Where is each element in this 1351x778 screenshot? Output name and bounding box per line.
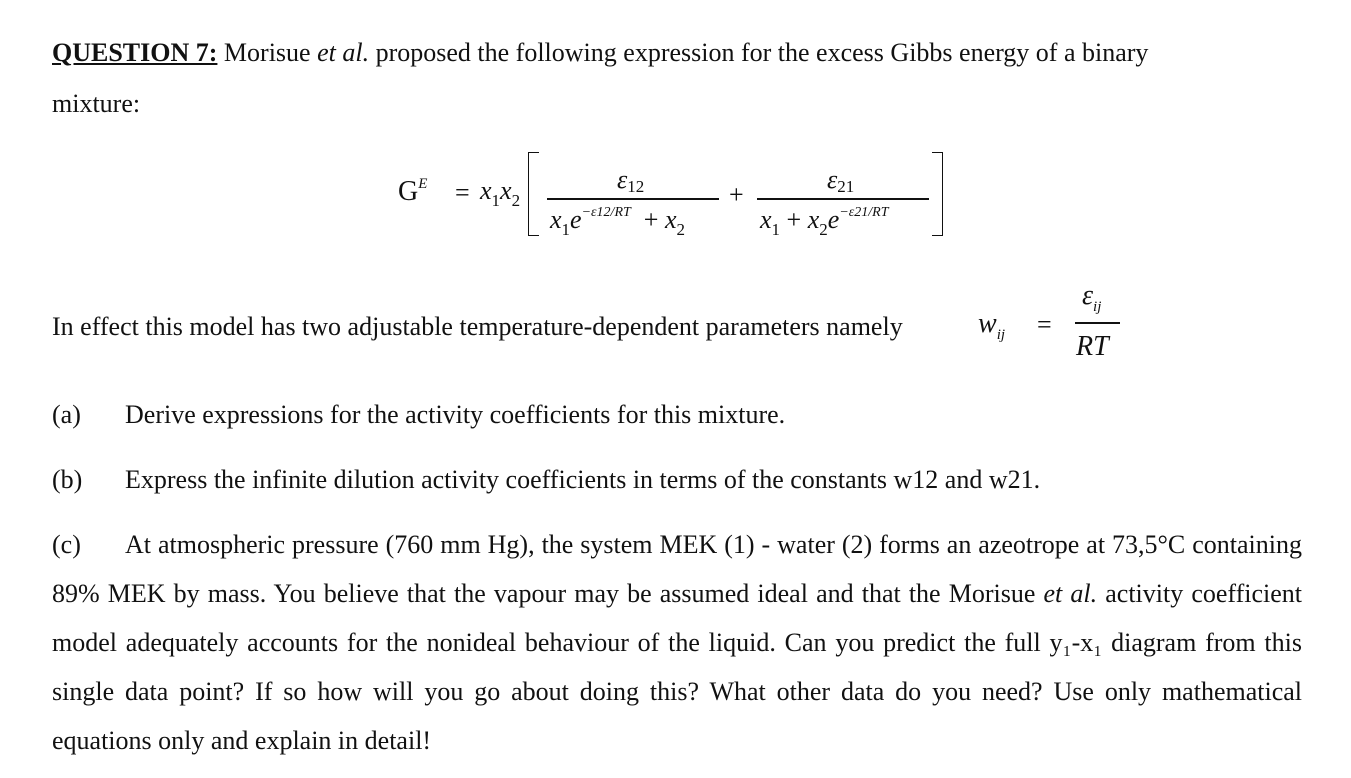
equals: = — [455, 178, 470, 207]
right-bracket — [932, 152, 943, 236]
numerator-2: ε21 — [827, 165, 855, 196]
equals-2: = — [1037, 310, 1052, 339]
fraction-line-1 — [547, 198, 719, 200]
item-b-text: Express the infinite dilution activity coefficients in terms of the constants w12 and w21. — [125, 465, 1041, 494]
numerator-1: ε12 — [617, 165, 645, 196]
item-a-text: Derive expressions for the activity coefficients for this mixture. — [125, 400, 786, 429]
intro-text: Morisue — [223, 38, 311, 67]
fraction-line-3 — [1075, 322, 1120, 324]
intro-text-3: mixture: — [52, 89, 141, 118]
intro-text-2: proposed the following expression for the excess Gibbs energy of a binary — [375, 38, 1149, 67]
question-intro — [52, 40, 1148, 66]
lhs: $G^E$ — [398, 176, 428, 207]
item-b-label: (b) — [52, 465, 83, 494]
effect-text: In effect this model has two adjustable temperature-dependent parameters namely — [52, 312, 903, 341]
w-ij: $w_{ij}$ — [978, 308, 1006, 343]
item-a-label: (a) — [52, 400, 81, 429]
x1x2: $x_1x_2$ — [480, 176, 521, 210]
left-bracket — [528, 152, 539, 236]
item-c-label: (c) — [52, 530, 81, 559]
fraction-line-2 — [757, 198, 929, 200]
denominator-1: $x_1e^{-\varepsilon 12/RT} + x_2$ — [550, 205, 686, 239]
et-al: et al. — [317, 38, 370, 67]
question-label: QUESTION 7: — [52, 38, 218, 67]
rt: RT — [1076, 331, 1109, 362]
eps-ij: $\varepsilon_{ij}$ — [1082, 280, 1102, 315]
item-c: (c) At atmospheric pressure (760 mm Hg), the system MEK (1) - water (2) forms an azeotrope at 73,5°C containing 89% MEK by mass. You believe that the vapour may be assumed ideal and that the Morisue et al. activity coefficient model adequately accounts for the nonideal behaviour of the liquid. Can you predict the full y₁-x₁ diagram from this single data point? If so how will you go about doing this? What other data do you need? Use only mathematical equations only and explain in detail! — [52, 520, 1302, 765]
denominator-2: $x_1 + x_2e^{-\varepsilon 21/RT}$ — [760, 205, 889, 239]
plus: + — [729, 180, 744, 209]
